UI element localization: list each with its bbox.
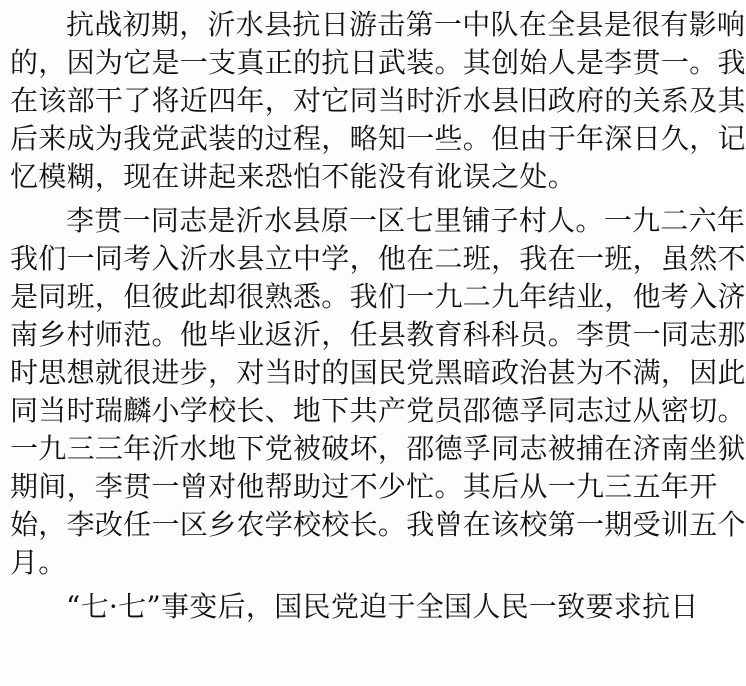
text-line: 忆模糊，现在讲起来恐怕不能没有讹误之处。: [10, 160, 577, 193]
text-line: 始，李改任一区乡农学校校长。我曾在该校第一期受训五个: [10, 508, 746, 541]
paragraph-2: [10, 202, 746, 582]
paragraph-1: [10, 6, 746, 196]
text-line: 的，因为它是一支真正的抗日武装。其创始人是李贯一。我: [10, 46, 746, 79]
text-line: 后来成为我党武装的过程，略知一些。但由于年深日久，记: [10, 122, 746, 155]
text-line: 同当时瑞麟小学校长、地下共产党员邵德孚同志过从密切。: [10, 394, 746, 427]
text-line: 抗战初期，沂水县抗日游击第一中队在全县是很有影响: [66, 8, 746, 41]
text-line: 南乡村师范。他毕业返沂，任县教育科科员。李贯一同志那: [10, 318, 746, 351]
text-line: 李贯一同志是沂水县原一区七里铺子村人。一九二六年: [66, 204, 746, 237]
text-line: 在该部干了将近四年，对它同当时沂水县旧政府的关系及其: [10, 84, 746, 117]
document-body: [10, 6, 746, 626]
text-line: “七·七”事变后，国民党迫于全国人民一致要求抗日: [66, 590, 699, 623]
text-line: 一九三三年沂水地下党被破坏，邵德孚同志被捕在济南坐狱: [10, 432, 746, 465]
text-line: 是同班，但彼此却很熟悉。我们一九二九年结业，他考入济: [10, 280, 746, 313]
paragraph-3: [10, 588, 699, 626]
text-line: 期间，李贯一曾对他帮助过不少忙。其后从一九三五年开: [10, 470, 718, 503]
text-line: 我们一同考入沂水县立中学，他在二班，我在一班，虽然不: [10, 242, 746, 275]
text-line: 月。: [10, 546, 67, 579]
text-line: 时思想就很进步，对当时的国民党黑暗政治甚为不满，因此: [10, 356, 746, 389]
